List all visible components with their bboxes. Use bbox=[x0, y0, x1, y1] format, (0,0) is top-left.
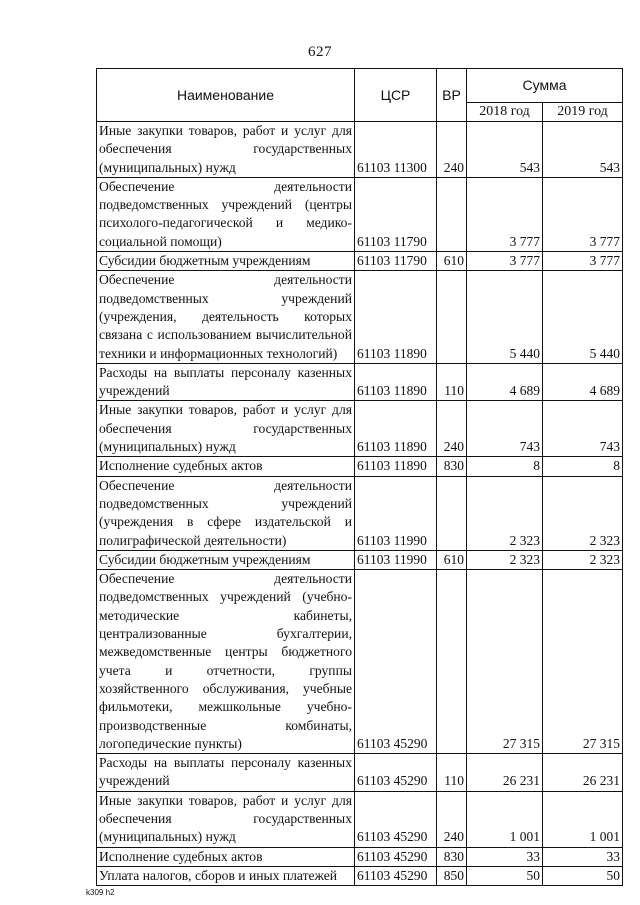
row-sum-2019: 4 689 bbox=[543, 363, 623, 401]
row-sum-2019: 543 bbox=[543, 122, 623, 178]
table-row bbox=[97, 363, 623, 401]
row-vr: 240 bbox=[437, 122, 467, 178]
header-csr: ЦСР bbox=[355, 69, 437, 122]
row-sum-2018: 33 bbox=[467, 847, 543, 866]
row-name: Обеспечение деятельности подведомственных учреждений (центры психолого-педагогической и медико-социальной помощи) bbox=[97, 177, 355, 251]
row-vr bbox=[437, 570, 467, 754]
row-name: Субсидии бюджетным учреждениям bbox=[97, 550, 355, 569]
row-name: Исполнение судебных актов bbox=[97, 847, 355, 866]
row-vr: 830 bbox=[437, 847, 467, 866]
table-body bbox=[97, 122, 623, 886]
row-csr: 61103 11890 bbox=[355, 271, 437, 363]
row-name: Расходы на выплаты персоналу казенных учреждений bbox=[97, 754, 355, 792]
row-sum-2019: 33 bbox=[543, 847, 623, 866]
row-vr: 110 bbox=[437, 754, 467, 792]
row-sum-2018: 26 231 bbox=[467, 754, 543, 792]
row-csr: 61103 11890 bbox=[355, 363, 437, 401]
header-year-2019: 2019 год bbox=[543, 102, 623, 121]
row-name: Исполнение судебных актов bbox=[97, 457, 355, 476]
row-sum-2019: 2 323 bbox=[543, 476, 623, 550]
row-sum-2018: 543 bbox=[467, 122, 543, 178]
footer-code: k309 h2 bbox=[86, 888, 115, 897]
row-sum-2019: 8 bbox=[543, 457, 623, 476]
header-vr: ВР bbox=[437, 69, 467, 122]
row-csr: 61103 11890 bbox=[355, 457, 437, 476]
row-sum-2018: 4 689 bbox=[467, 363, 543, 401]
row-sum-2018: 2 323 bbox=[467, 476, 543, 550]
table-row bbox=[97, 457, 623, 476]
budget-table bbox=[96, 68, 623, 886]
row-csr: 61103 11300 bbox=[355, 122, 437, 178]
row-sum-2018: 5 440 bbox=[467, 271, 543, 363]
row-name: Обеспечение деятельности подведомственных учреждений (учебно-методические кабинеты, централизованные бухгалтерии, межведомственные центры бюджетного учета и отчетности, группы хозяйственного обслуживания, учебные фильмотеки, межшкольные учебно-производственные комбинаты, логопедические пункты) bbox=[97, 570, 355, 754]
row-csr: 61103 45290 bbox=[355, 866, 437, 885]
table-row bbox=[97, 550, 623, 569]
row-csr: 61103 45290 bbox=[355, 570, 437, 754]
row-name: Иные закупки товаров, работ и услуг для обеспечения государственных (муниципальных) нужд bbox=[97, 791, 355, 847]
table-row bbox=[97, 791, 623, 847]
row-sum-2018: 3 777 bbox=[467, 177, 543, 251]
row-sum-2018: 27 315 bbox=[467, 570, 543, 754]
row-csr: 61103 11790 bbox=[355, 177, 437, 251]
row-csr: 61103 45290 bbox=[355, 754, 437, 792]
row-name: Субсидии бюджетным учреждениям bbox=[97, 252, 355, 271]
table-row bbox=[97, 476, 623, 550]
row-sum-2019: 5 440 bbox=[543, 271, 623, 363]
header-name: Наименование bbox=[97, 69, 355, 122]
row-vr: 610 bbox=[437, 252, 467, 271]
table-row bbox=[97, 570, 623, 754]
row-vr: 830 bbox=[437, 457, 467, 476]
row-name: Расходы на выплаты персоналу казенных учреждений bbox=[97, 363, 355, 401]
table-row bbox=[97, 122, 623, 178]
page-number: 627 bbox=[308, 44, 332, 60]
row-sum-2019: 1 001 bbox=[543, 791, 623, 847]
table-row bbox=[97, 252, 623, 271]
row-sum-2019: 27 315 bbox=[543, 570, 623, 754]
row-sum-2019: 3 777 bbox=[543, 177, 623, 251]
table-row bbox=[97, 866, 623, 885]
table-row bbox=[97, 754, 623, 792]
header-year-2018: 2018 год bbox=[467, 102, 543, 121]
table-row bbox=[97, 271, 623, 363]
row-csr: 61103 11890 bbox=[355, 401, 437, 457]
row-sum-2019: 50 bbox=[543, 866, 623, 885]
row-sum-2019: 26 231 bbox=[543, 754, 623, 792]
row-name: Обеспечение деятельности подведомственных учреждений (учреждения, деятельность которых связана с использованием вычислительной техники и информационных технологий) bbox=[97, 271, 355, 363]
row-sum-2019: 743 bbox=[543, 401, 623, 457]
row-csr: 61103 45290 bbox=[355, 847, 437, 866]
row-csr: 61103 11990 bbox=[355, 550, 437, 569]
row-name: Иные закупки товаров, работ и услуг для обеспечения государственных (муниципальных) нужд bbox=[97, 122, 355, 178]
row-vr: 240 bbox=[437, 791, 467, 847]
row-sum-2018: 743 bbox=[467, 401, 543, 457]
table-row bbox=[97, 847, 623, 866]
table-row bbox=[97, 401, 623, 457]
row-vr bbox=[437, 476, 467, 550]
row-csr: 61103 45290 bbox=[355, 791, 437, 847]
row-name: Иные закупки товаров, работ и услуг для обеспечения государственных (муниципальных) нужд bbox=[97, 401, 355, 457]
row-sum-2018: 3 777 bbox=[467, 252, 543, 271]
row-vr: 610 bbox=[437, 550, 467, 569]
row-sum-2018: 2 323 bbox=[467, 550, 543, 569]
row-sum-2019: 3 777 bbox=[543, 252, 623, 271]
row-name: Уплата налогов, сборов и иных платежей bbox=[97, 866, 355, 885]
row-vr: 850 bbox=[437, 866, 467, 885]
table-row bbox=[97, 177, 623, 251]
row-csr: 61103 11990 bbox=[355, 476, 437, 550]
header-sum: Сумма bbox=[467, 69, 623, 103]
row-sum-2018: 1 001 bbox=[467, 791, 543, 847]
row-sum-2019: 2 323 bbox=[543, 550, 623, 569]
row-vr bbox=[437, 177, 467, 251]
row-sum-2018: 8 bbox=[467, 457, 543, 476]
row-vr: 110 bbox=[437, 363, 467, 401]
row-name: Обеспечение деятельности подведомственных учреждений (учреждения в сфере издательской и полиграфической деятельности) bbox=[97, 476, 355, 550]
row-vr: 240 bbox=[437, 401, 467, 457]
row-sum-2018: 50 bbox=[467, 866, 543, 885]
row-vr bbox=[437, 271, 467, 363]
row-csr: 61103 11790 bbox=[355, 252, 437, 271]
